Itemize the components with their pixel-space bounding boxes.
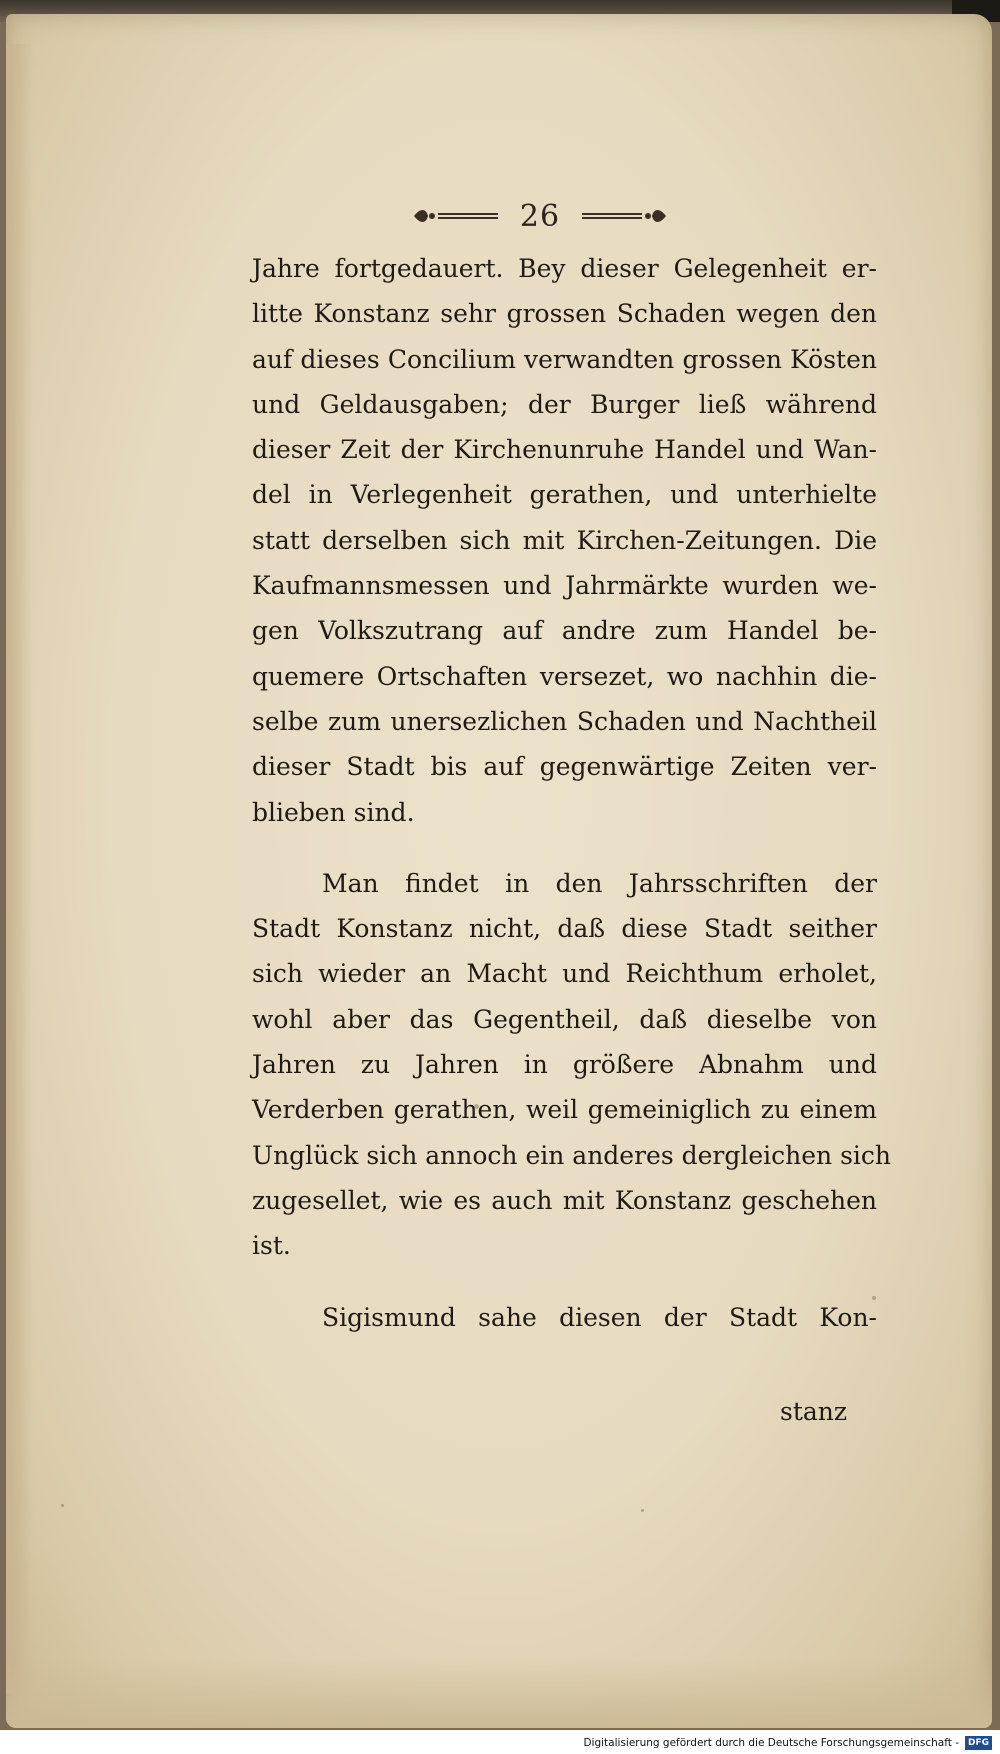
paragraph	[252, 861, 892, 1269]
page-shadow-bottom	[6, 1658, 992, 1728]
text-line: gen Volkszutrang auf andre zum Handel be-	[252, 616, 877, 646]
body-text	[252, 246, 892, 1340]
left-ornament-icon	[412, 206, 502, 226]
paragraph-gap	[252, 1269, 877, 1295]
text-line: Jahre fortgedauert. Bey dieser Gelegenheit er-	[252, 254, 877, 283]
text-line: Stadt Konstanz nicht, daß diese Stadt seither	[252, 914, 877, 944]
text-line: und Geldausgaben; der Burger ließ während	[252, 389, 877, 419]
text-line: dieser Stadt bis auf gegenwärtige Zeiten ver-	[252, 752, 877, 782]
digitization-credit	[0, 1732, 1000, 1754]
text-line: auf dieses Concilium verwandten grossen Kösten	[252, 344, 877, 374]
page-shadow-left	[6, 44, 32, 1694]
text-line: dieser Zeit der Kirchenunruhe Handel und Wan-	[252, 435, 877, 465]
text-line: sich wieder an Macht und Reichthum erholet,	[252, 959, 877, 989]
text-line: blieben sind.	[252, 797, 415, 827]
page-number: 26	[519, 198, 561, 234]
text-line: del in Verlegenheit gerathen, und unterhielte	[252, 480, 877, 510]
paper-spot	[61, 1504, 64, 1507]
text-line: Man findet in den Jahrsschriften der	[322, 868, 877, 898]
page-header	[380, 196, 700, 236]
text-line: wohl aber das Gegentheil, daß dieselbe von	[252, 1004, 877, 1034]
text-line: statt derselben sich mit Kirchen-Zeitungen. Die	[252, 525, 877, 555]
text-line: Jahren zu Jahren in größere Abnahm und	[252, 1050, 877, 1080]
text-line: quemere Ortschaften versezet, wo nachhin die-	[252, 661, 877, 691]
text-line: Unglück sich annoch ein anderes dergleichen sich	[252, 1140, 892, 1170]
text-line: Verderben gerathen, weil gemeiniglich zu einem	[252, 1095, 877, 1125]
credit-text: Digitalisierung gefördert durch die Deutsche Forschungsgemeinschaft -	[583, 1737, 959, 1749]
paper-spot	[641, 1509, 644, 1512]
text-line: Sigismund sahe diesen der Stadt Kon-	[322, 1302, 877, 1332]
text-line: Kaufmannsmessen und Jahrmärkte wurden we-	[252, 571, 877, 601]
paragraph-gap	[252, 835, 877, 861]
text-line: litte Konstanz sehr grossen Schaden wegen den	[252, 299, 877, 329]
text-line: ist.	[252, 1231, 291, 1261]
paragraph	[252, 246, 877, 835]
text-line: zugesellet, wie es auch mit Konstanz geschehen	[252, 1185, 877, 1215]
right-ornament-icon	[578, 206, 668, 226]
catchword: stanz	[780, 1397, 848, 1426]
text-line: selbe zum unersezlichen Schaden und Nachtheil	[252, 706, 877, 736]
dfg-logo: DFG	[965, 1736, 992, 1750]
paragraph	[252, 1295, 877, 1340]
